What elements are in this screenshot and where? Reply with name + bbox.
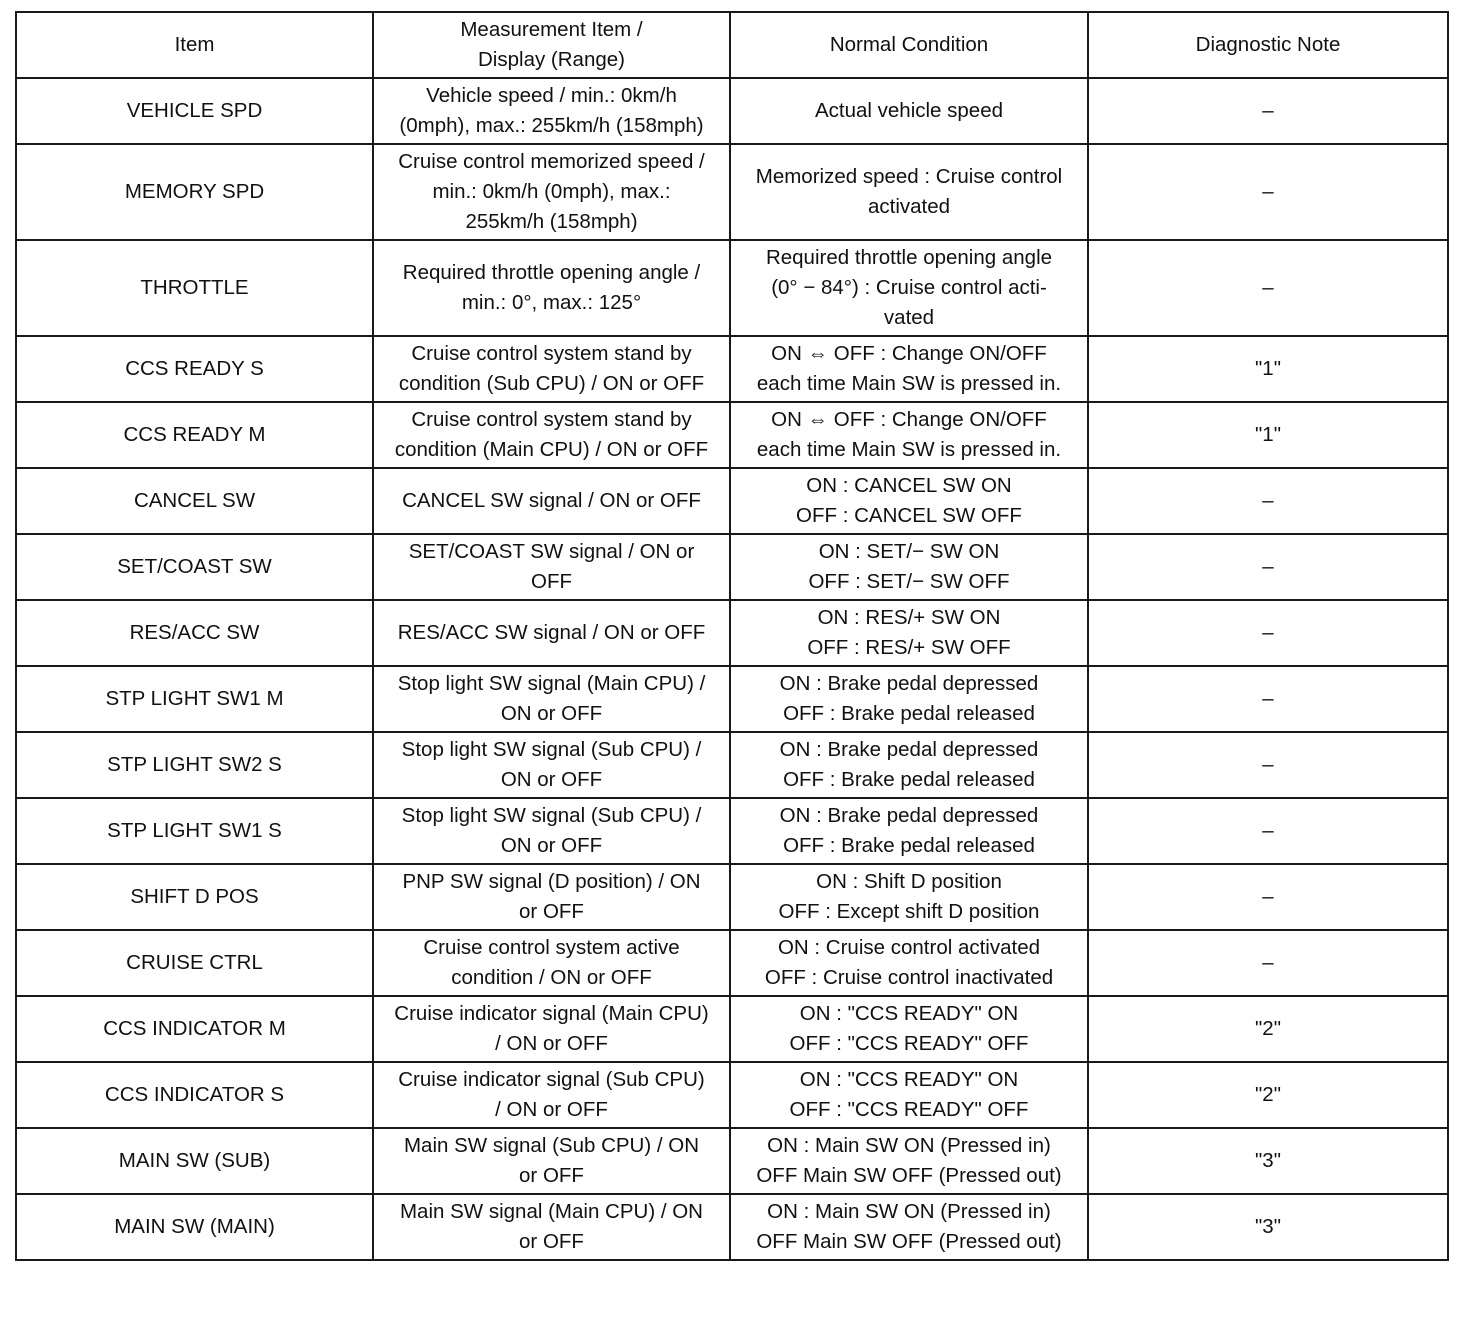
table-row [16, 864, 1448, 930]
cell-item: STP LIGHT SW1 S [16, 798, 373, 864]
cell-normal-condition: ON : "CCS READY" ON OFF : "CCS READY" OFF [730, 996, 1088, 1062]
cell-normal-condition: Memorized speed : Cruise control activated [730, 144, 1088, 240]
cell-diagnostic-note: – [1088, 600, 1448, 666]
cell-measurement: Main SW signal (Main CPU) / ON or OFF [373, 1194, 730, 1260]
cell-diagnostic-note: – [1088, 930, 1448, 996]
table-row [16, 600, 1448, 666]
cell-diagnostic-note: – [1088, 798, 1448, 864]
table-row [16, 402, 1448, 468]
cell-diagnostic-note: – [1088, 240, 1448, 336]
cell-measurement: Vehicle speed / min.: 0km/h (0mph), max.: 255km/h (158mph) [373, 78, 730, 144]
table-row [16, 798, 1448, 864]
cell-normal-condition: ON ⇔ OFF : Change ON/OFF each time Main SW is pressed in. [730, 336, 1088, 402]
cell-measurement: Required throttle opening angle / min.: 0°, max.: 125° [373, 240, 730, 336]
cell-item: CCS INDICATOR M [16, 996, 373, 1062]
cell-item: RES/ACC SW [16, 600, 373, 666]
cell-measurement: Stop light SW signal (Sub CPU) / ON or OFF [373, 798, 730, 864]
cell-normal-condition: Required throttle opening angle (0° − 84°) : Cruise control acti- vated [730, 240, 1088, 336]
header-normal-condition: Normal Condition [730, 12, 1088, 78]
cell-item: STP LIGHT SW2 S [16, 732, 373, 798]
table-row [16, 1062, 1448, 1128]
table-row [16, 78, 1448, 144]
cell-item: VEHICLE SPD [16, 78, 373, 144]
cell-normal-condition: ON : SET/− SW ON OFF : SET/− SW OFF [730, 534, 1088, 600]
cell-item: CANCEL SW [16, 468, 373, 534]
cell-diagnostic-note: – [1088, 666, 1448, 732]
table-row [16, 336, 1448, 402]
table-row [16, 732, 1448, 798]
table-row [16, 468, 1448, 534]
cell-measurement: SET/COAST SW signal / ON or OFF [373, 534, 730, 600]
table-row [16, 1194, 1448, 1260]
cell-item: CRUISE CTRL [16, 930, 373, 996]
cell-normal-condition: ON ⇔ OFF : Change ON/OFF each time Main SW is pressed in. [730, 402, 1088, 468]
cell-item: MAIN SW (MAIN) [16, 1194, 373, 1260]
header-row [16, 12, 1448, 78]
cell-diagnostic-note: – [1088, 864, 1448, 930]
cell-diagnostic-note: – [1088, 732, 1448, 798]
table-row [16, 1128, 1448, 1194]
cell-diagnostic-note: – [1088, 78, 1448, 144]
cell-normal-condition: ON : CANCEL SW ON OFF : CANCEL SW OFF [730, 468, 1088, 534]
cell-normal-condition: ON : Brake pedal depressed OFF : Brake pedal released [730, 732, 1088, 798]
header-item: Item [16, 12, 373, 78]
cell-normal-condition: ON : Cruise control activated OFF : Cruise control inactivated [730, 930, 1088, 996]
table-row [16, 534, 1448, 600]
cell-measurement: Stop light SW signal (Sub CPU) / ON or OFF [373, 732, 730, 798]
cell-diagnostic-note: "3" [1088, 1194, 1448, 1260]
table-row [16, 930, 1448, 996]
cell-normal-condition: ON : Shift D position OFF : Except shift D position [730, 864, 1088, 930]
cell-normal-condition: ON : Brake pedal depressed OFF : Brake pedal released [730, 798, 1088, 864]
table-body [16, 78, 1448, 1260]
header-measurement: Measurement Item / Display (Range) [373, 12, 730, 78]
cell-diagnostic-note: – [1088, 534, 1448, 600]
cell-diagnostic-note: – [1088, 144, 1448, 240]
cell-measurement: Cruise control system stand by condition (Main CPU) / ON or OFF [373, 402, 730, 468]
table-row [16, 666, 1448, 732]
header-diagnostic-note: Diagnostic Note [1088, 12, 1448, 78]
cell-measurement: Cruise control system active condition / ON or OFF [373, 930, 730, 996]
cell-normal-condition: Actual vehicle speed [730, 78, 1088, 144]
cell-measurement: Cruise indicator signal (Sub CPU) / ON or OFF [373, 1062, 730, 1128]
cell-diagnostic-note: "2" [1088, 1062, 1448, 1128]
cell-measurement: RES/ACC SW signal / ON or OFF [373, 600, 730, 666]
table-header [16, 12, 1448, 78]
cell-diagnostic-note: "1" [1088, 336, 1448, 402]
cell-item: STP LIGHT SW1 M [16, 666, 373, 732]
table-row [16, 144, 1448, 240]
table-row [16, 996, 1448, 1062]
table-row [16, 240, 1448, 336]
cell-diagnostic-note: – [1088, 468, 1448, 534]
cell-normal-condition: ON : Brake pedal depressed OFF : Brake pedal released [730, 666, 1088, 732]
cell-item: MAIN SW (SUB) [16, 1128, 373, 1194]
cell-item: SHIFT D POS [16, 864, 373, 930]
cell-normal-condition: ON : "CCS READY" ON OFF : "CCS READY" OFF [730, 1062, 1088, 1128]
cell-measurement: CANCEL SW signal / ON or OFF [373, 468, 730, 534]
cell-measurement: Cruise indicator signal (Main CPU) / ON or OFF [373, 996, 730, 1062]
cell-measurement: Main SW signal (Sub CPU) / ON or OFF [373, 1128, 730, 1194]
data-monitor-table [15, 11, 1449, 1261]
cell-diagnostic-note: "1" [1088, 402, 1448, 468]
cell-measurement: Stop light SW signal (Main CPU) / ON or OFF [373, 666, 730, 732]
cell-normal-condition: ON : Main SW ON (Pressed in) OFF Main SW OFF (Pressed out) [730, 1128, 1088, 1194]
cell-item: SET/COAST SW [16, 534, 373, 600]
cell-measurement: Cruise control system stand by condition (Sub CPU) / ON or OFF [373, 336, 730, 402]
cell-diagnostic-note: "2" [1088, 996, 1448, 1062]
cell-measurement: PNP SW signal (D position) / ON or OFF [373, 864, 730, 930]
cell-item: MEMORY SPD [16, 144, 373, 240]
cell-item: CCS INDICATOR S [16, 1062, 373, 1128]
cell-measurement: Cruise control memorized speed / min.: 0km/h (0mph), max.: 255km/h (158mph) [373, 144, 730, 240]
cell-diagnostic-note: "3" [1088, 1128, 1448, 1194]
cell-item: CCS READY M [16, 402, 373, 468]
cell-item: THROTTLE [16, 240, 373, 336]
cell-item: CCS READY S [16, 336, 373, 402]
cell-normal-condition: ON : Main SW ON (Pressed in) OFF Main SW OFF (Pressed out) [730, 1194, 1088, 1260]
cell-normal-condition: ON : RES/+ SW ON OFF : RES/+ SW OFF [730, 600, 1088, 666]
